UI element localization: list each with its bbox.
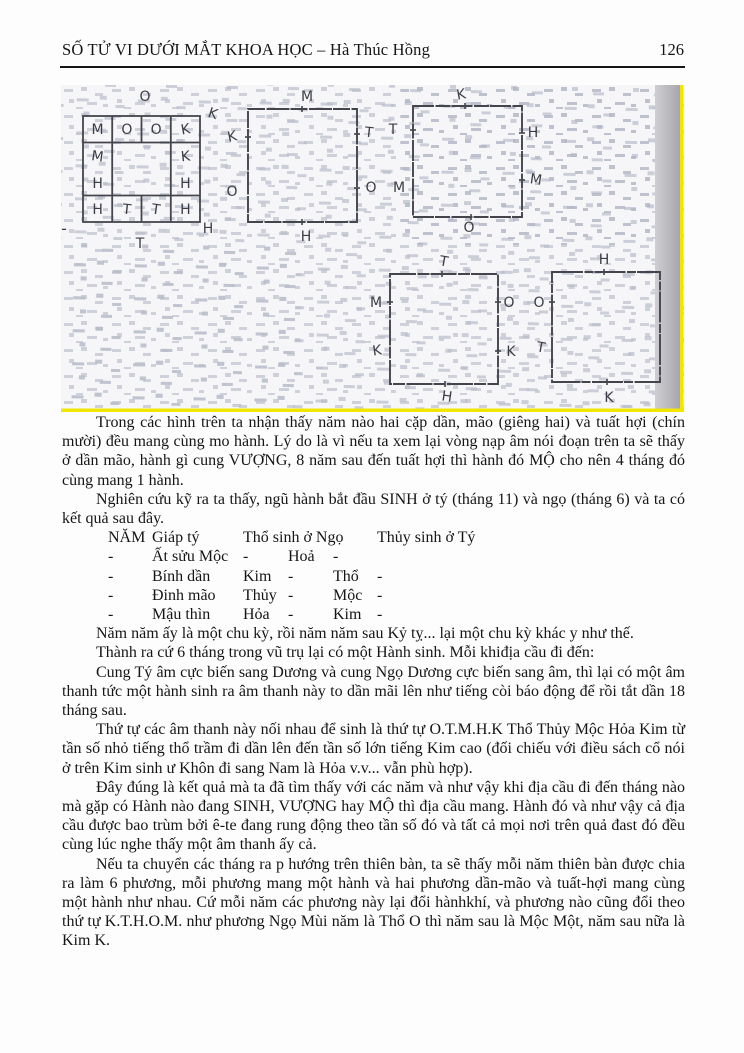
- table-cell: Thổ: [333, 567, 359, 585]
- table-cell: -: [377, 567, 383, 585]
- table-cell: Hỏa: [243, 606, 270, 624]
- table-cell: -: [288, 606, 294, 624]
- table-cell: [377, 547, 685, 566]
- diagram-label: M: [300, 89, 314, 105]
- diagram-label: H: [598, 252, 610, 268]
- paragraph-8: Nếu ta chuyển các tháng ra p hướng trên thiên bàn, ta sẽ thấy mỗi năm thiên bàn được chia ra làm 6 phương, mỗi phương mang một hành và hai phương dần-mão và tuất-hợi mang cùng một hành như nhau. Cứ mỗi năm các phương này lại đổi hànhkhí, và phương nào cũng đổi theo thứ tự K.T.H.O.M. như phương Ngọ Mùi năm là Thổ O thì năm sau là Mộc Một, năm sau nữa là Kim K.: [62, 855, 685, 950]
- diagram-label: O: [226, 184, 238, 200]
- diagram-label: K: [455, 86, 468, 104]
- table-cell: Kim: [333, 606, 362, 624]
- diagram-label: M: [91, 122, 104, 138]
- paragraph-5: Cung Tý âm cực biến sang Dương và cung Ngọ Dương cực biến sang âm, thì lại có một âm thanh tức một hành sinh ra âm thanh này to dần mãi lên như tiếng còi báo động để rồi tắt dần 18 tháng sau.: [62, 663, 685, 720]
- table-cell: -: [108, 567, 114, 585]
- diagram-label: T: [121, 201, 132, 219]
- diagram-label: O: [533, 295, 545, 311]
- paragraph-4: Thành ra cứ 6 tháng trong vũ trụ lại có một Hành sinh. Mỗi khiđịa cầu đi đến:: [96, 644, 595, 662]
- body-text: [62, 413, 685, 951]
- paragraph-3: Năm năm ấy là một chu kỳ, rồi năm năm sau Kỷ tỵ... lại một chu kỳ khác y như thế.: [96, 625, 634, 643]
- diagram-label: M: [369, 295, 383, 311]
- diagram-label: T: [363, 124, 374, 142]
- diagram-label: K: [226, 128, 239, 146]
- diagram-label: O: [365, 180, 377, 196]
- book-title: SỐ TỬ VI DƯỚI MẮT KHOA HỌC – Hà Thúc Hồng: [62, 40, 431, 59]
- table-cell: -: [288, 567, 294, 585]
- diagram-label: H: [300, 229, 312, 245]
- table-header-cell: Thủy sinh ở Tý: [377, 529, 476, 547]
- table-cell: -: [108, 548, 114, 566]
- diagram-label: O: [463, 220, 475, 236]
- paragraph-6: Thứ tự các âm thanh này nối nhau để sinh là thứ tự O.T.M.H.K Thổ Thủy Mộc Hỏa Kim từ tần số nhỏ tiếng thổ trầm đi dần lên đến tần số lớn tiếng Kim cao (đối chiếu với điều sách cổ nói ở trên Kim sinh ư Khôn đi sang Nam là Hỏa v.v... vẫn phù hợp).: [62, 721, 685, 777]
- diagram-label: K: [180, 148, 191, 166]
- diagram-label: H: [180, 176, 191, 192]
- diagram-label: H: [92, 202, 103, 218]
- table-cell: -: [377, 606, 383, 624]
- diagram-label: T: [535, 339, 547, 357]
- table-header-cell: Giáp tý: [152, 529, 200, 547]
- page-number: 126: [659, 40, 684, 59]
- ngu-hanh-table: [108, 528, 685, 624]
- table-cell: -: [243, 548, 249, 566]
- table-cell: Hoả: [288, 548, 315, 566]
- diagram-label: M: [392, 180, 406, 196]
- diagram-label: M: [90, 148, 105, 166]
- table-cell: -: [108, 606, 114, 624]
- table-cell: Thủy: [243, 586, 277, 604]
- table-cell: Mộc: [333, 586, 363, 604]
- diagram-label: T: [150, 201, 162, 219]
- table-cell: -: [288, 586, 294, 604]
- table-cell: -: [108, 586, 114, 604]
- paragraph-1: Trong các hình trên ta nhận thấy năm nào hai cặp dần, mão (giêng hai) và tuất hợi (chín mười) đều mang cùng mo hành. Lý do là vì nếu ta xem lại vòng nạp âm nói đoạn trên ta sẽ thấy ở dần mão, hành gì cung VƯỢNG, 8 năm sau đến tuất hợi thì hành đó MỘ cho nên 4 tháng đó cùng mang 1 hành.: [62, 414, 685, 489]
- table-cell: Ất sửu Mộc: [152, 548, 229, 566]
- diagram-label: T: [388, 122, 398, 138]
- diagram-label: H: [180, 202, 191, 218]
- table-header-cell: Thổ sinh ở Ngọ: [243, 529, 344, 547]
- table-cell: Mậu thìn: [152, 606, 211, 624]
- diagram-label: K: [179, 121, 192, 139]
- figure-svg: [61, 85, 684, 412]
- diagram-label: K: [604, 390, 614, 406]
- table-cell: Kim: [243, 567, 272, 585]
- diagram-label: K: [371, 342, 383, 360]
- table-header-cell: [288, 528, 333, 547]
- table-cell: Bính dần: [152, 567, 211, 585]
- page-header: [62, 40, 684, 62]
- table-header-cell: NĂM: [108, 529, 146, 547]
- diagram-label: O: [150, 122, 162, 138]
- diagram-label: M: [528, 171, 543, 189]
- diagram-label: O: [121, 122, 133, 138]
- diagram-label: T: [438, 253, 450, 271]
- diagram-label: H: [527, 125, 539, 141]
- header-rule: [60, 66, 685, 68]
- diagram-label: H: [92, 176, 103, 192]
- paragraph-2: Nghiên cứu kỹ ra ta thấy, ngũ hành bắt đầu SINH ở tý (tháng 11) và ngọ (tháng 6) và ta có kết quả sau đây.: [62, 490, 685, 528]
- diagram-label: -: [61, 219, 67, 238]
- table-cell: Đinh mão: [152, 586, 216, 604]
- diagram-label: K: [205, 104, 220, 123]
- diagram-label: H: [202, 221, 214, 237]
- diagram-label: O: [503, 295, 515, 311]
- diagram-label: O: [139, 89, 151, 105]
- table-header-cell: [333, 528, 377, 547]
- diagram-label: T: [135, 236, 145, 252]
- diagram-label: K: [506, 344, 516, 360]
- table-cell: -: [377, 586, 383, 604]
- figure-scan: [61, 85, 684, 412]
- diagram-label: H: [440, 388, 454, 406]
- table-cell: -: [333, 548, 339, 566]
- paragraph-7: Đây đúng là kết quả mà ta đã tìm thấy với các năm và như vậy khi địa cầu đi đến tháng nào mà gặp có Hành nào đang SINH, VƯỢNG hay MỘ thì địa cầu mang. Hành đó và như vậy cả địa cầu được bao trùm bởi ê-te đang rung động theo tần số đó và tất cả mọi nơi trên quả đast đó đều cùng lúc nghe thấy một âm thanh ấy cả.: [62, 778, 685, 854]
